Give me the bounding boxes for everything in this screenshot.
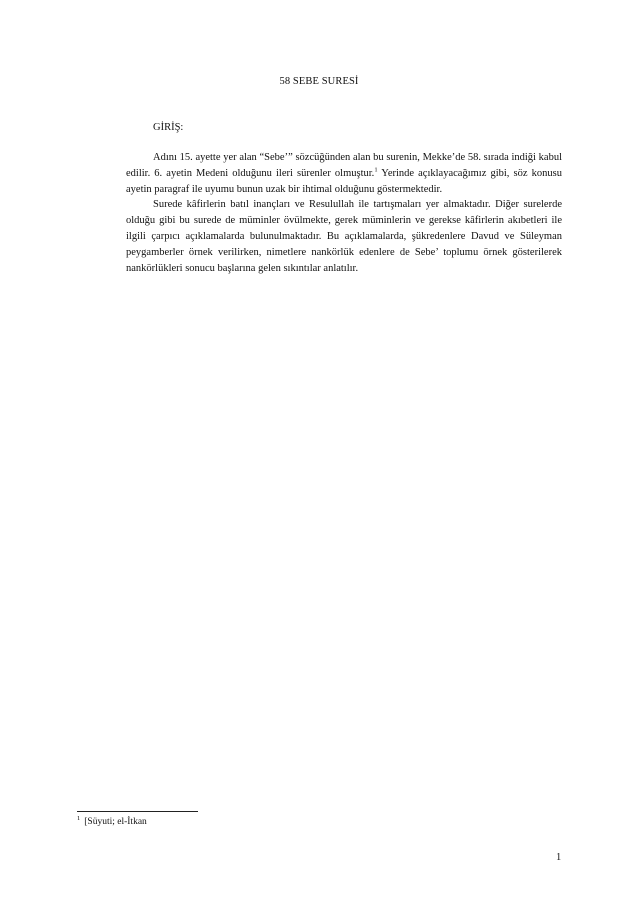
footnote-text: [Süyuti; el-İtkan xyxy=(84,817,147,827)
footnote-reference[interactable]: 1 xyxy=(374,166,378,174)
page-number: 1 xyxy=(556,852,562,863)
section-heading: GİRİŞ: xyxy=(153,122,184,133)
paragraph-1-text: Adını 15. ayette yer alan “Sebe’” sözcüğünden alan bu surenin, Mekke’de 58. sırada indiği kabul edilir. 6. ayetin Medeni olduğunu ileri sürenler olmuştur. xyxy=(126,152,562,179)
body-text xyxy=(126,150,562,276)
footnote-number: 1 xyxy=(77,814,81,822)
paragraph-2: Surede kâfirlerin batıl inançları ve Resulullah ile tartışmaları yer almaktadır. Diğer surelerde olduğu gibi bu surede de müminler övülmekte, gerek müminlerin ve gerekse kâfirlerin akıbetleri ile ilgili çarpıcı açıklamalarda bulunulmaktadır. Bu açıklamalarda, şükredenlere Davud ve Süleyman peygamberler örnek verilirken, nimetlere nankörlük edenlere de Sebe’ toplumu örnek gösterilerek nankörlükleri sonucu başlarına gelen sıkıntılar anlatılır. xyxy=(126,199,562,274)
footnote xyxy=(77,814,147,827)
paragraph-1 xyxy=(126,150,562,197)
paragraph-1-continuation: Yerinde açıklayacağımız gibi, söz konusu ayetin paragraf ile uyumu bunun uzak bir ihtimal olduğunu göstermektedir. xyxy=(126,167,562,195)
footnote-divider xyxy=(77,811,198,812)
page-title: 58 SEBE SURESİ xyxy=(279,76,359,87)
